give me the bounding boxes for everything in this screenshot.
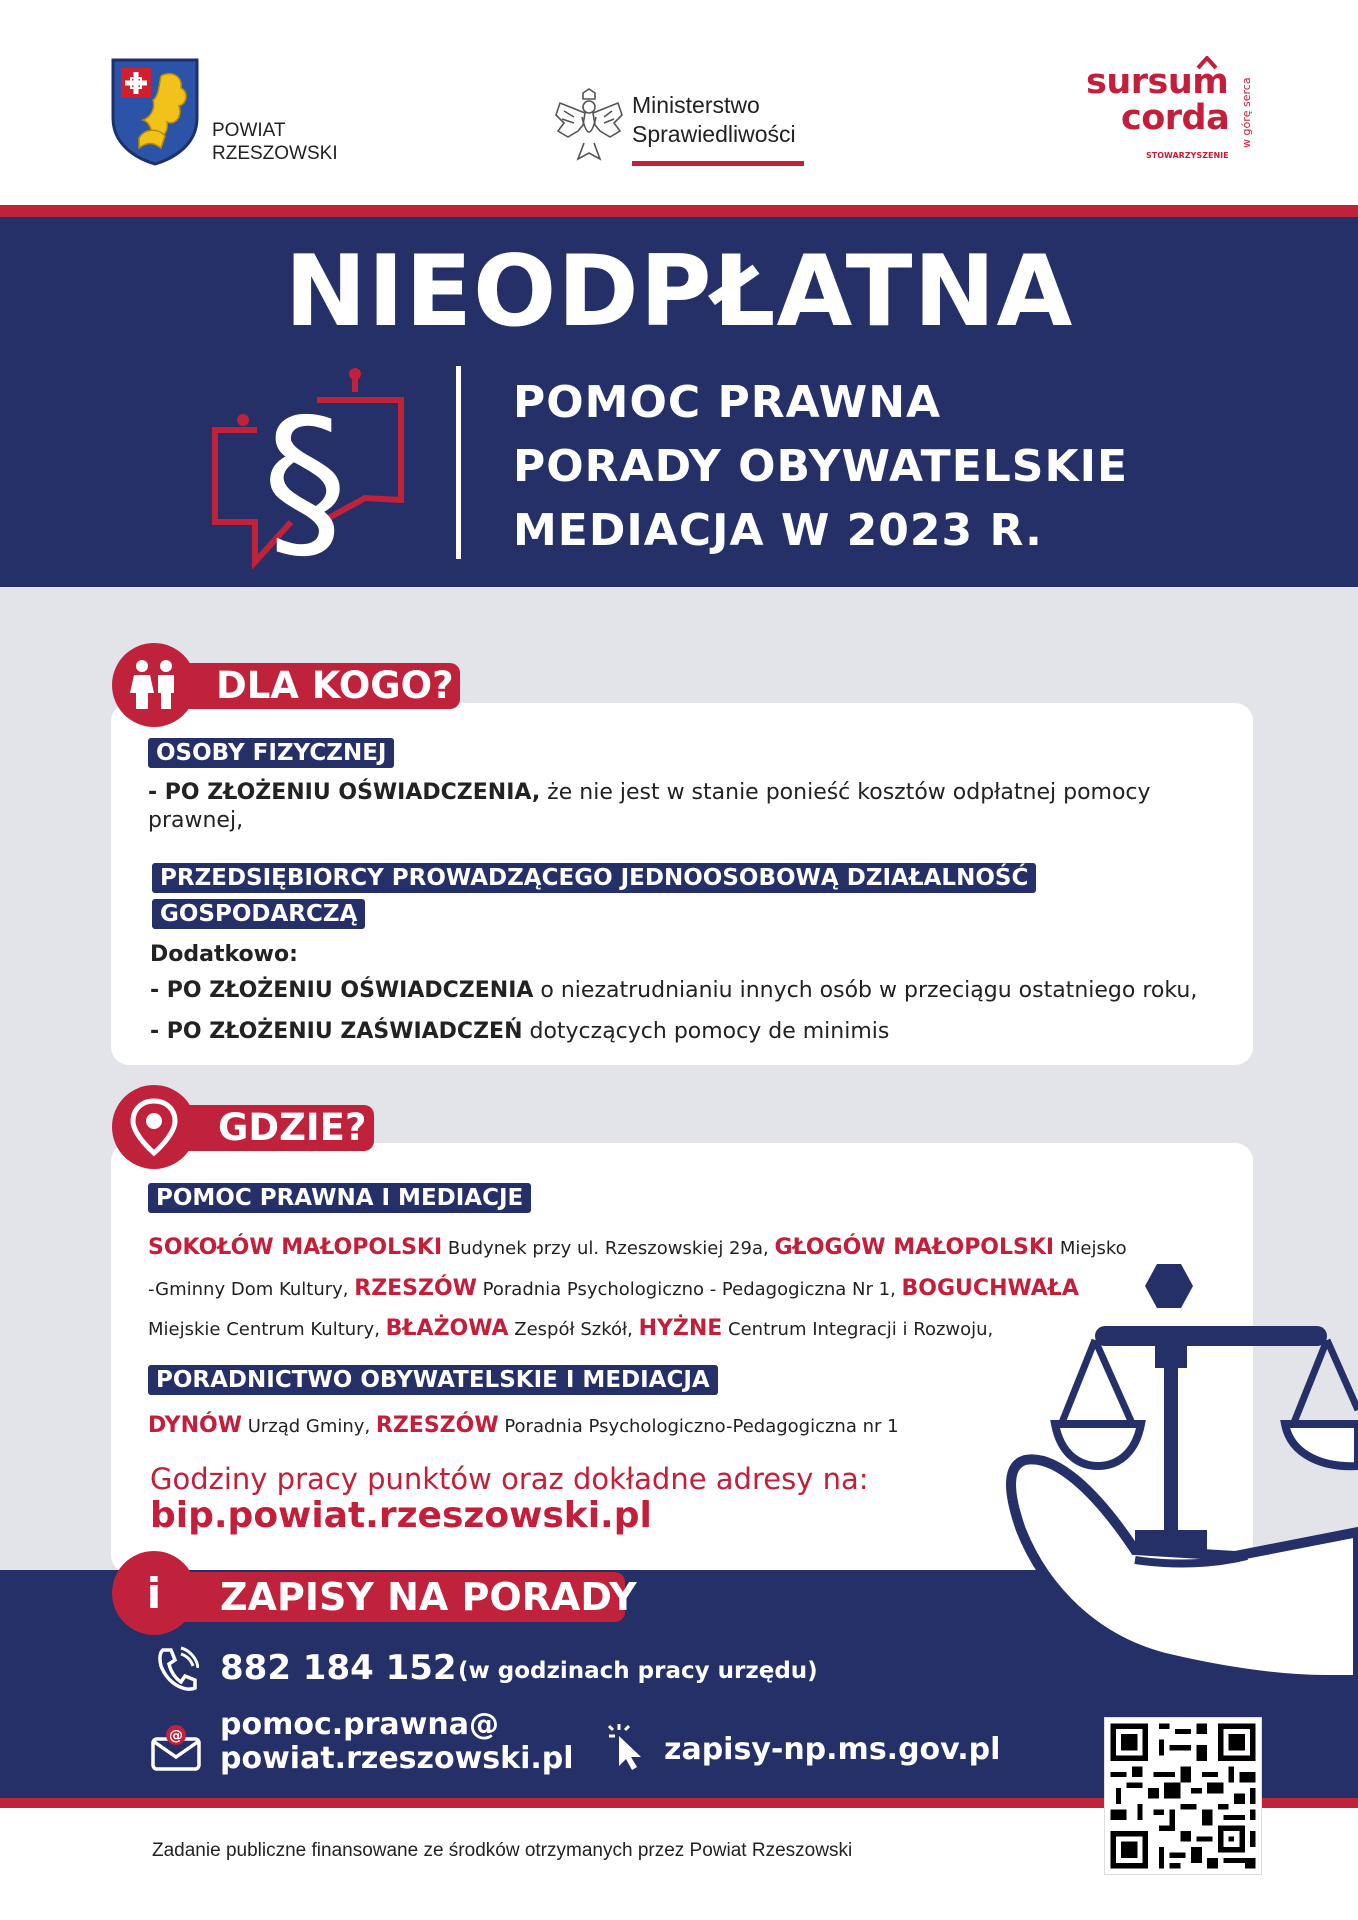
tag-pomoc-prawna-mediacje: POMOC PRAWNA I MEDIACJE — [148, 1183, 531, 1213]
w-gore-serca-label: w górę serca — [1240, 77, 1253, 148]
banner-line-pomoc: POMOC PRAWNA — [513, 377, 942, 428]
svg-text:§: § — [262, 383, 348, 572]
addr-boguchwala: Miejskie Centrum Kultury, — [148, 1319, 386, 1340]
justice-scale-hand-icon — [985, 1260, 1358, 1680]
tag-gospodarcza: GOSPODARCZĄ — [152, 899, 365, 929]
banner-subtitle — [513, 371, 1128, 563]
phone-note: (w godzinach pracy urzędu) — [458, 1658, 818, 1684]
city-glogow: GŁOGÓW MAŁOPOLSKI — [774, 1235, 1055, 1260]
addr-hyzne: Centrum Integracji i Rozwoju, — [722, 1319, 994, 1340]
qr-code[interactable] — [1104, 1717, 1262, 1875]
ministry-underline — [632, 161, 804, 166]
item1-rest: że nie jest w stanie ponieść kosztów odpłatnej pomocy prawnej, — [148, 780, 1151, 833]
qr-code-pattern — [1105, 1718, 1261, 1874]
dla-kogo-heading: DLA KOGO? — [180, 663, 460, 709]
location-pin-badge — [112, 1085, 196, 1169]
addr-rzeszow-2: Poradnia Psychologiczno-Pedagogiczna nr 1 — [498, 1416, 899, 1437]
sursum-word: sursum — [1086, 62, 1229, 102]
address-line-3 — [148, 1308, 993, 1351]
coat-of-arms-icon — [109, 56, 201, 166]
addr-blazowa: Zespół Szkół, — [508, 1319, 639, 1340]
powiat-line-2: RZESZOWSKI — [212, 143, 338, 164]
address-line-1 — [148, 1227, 1127, 1270]
banner-line-porady: PORADY OBYWATELSKIE — [513, 441, 1128, 492]
svg-text:@: @ — [169, 1728, 183, 1744]
phone-icon — [155, 1646, 199, 1694]
address-line-2 — [148, 1268, 1079, 1311]
address-line-4 — [148, 1405, 899, 1448]
city-rzeszow: RZESZÓW — [354, 1276, 477, 1301]
location-pin-icon — [127, 1097, 181, 1157]
hours-text: Godziny pracy punktów oraz dokładne adresy na: — [150, 1462, 869, 1496]
city-hyzne: HYŻNE — [638, 1316, 723, 1341]
ministry-line-1: Ministerstwo — [632, 92, 760, 118]
polish-eagle-icon — [552, 87, 626, 167]
item1-bold: - PO ZŁOŻENIU OŚWIADCZENIA, — [148, 780, 541, 805]
addr-dynow: Urząd Gminy, — [241, 1416, 376, 1437]
info-icon: i — [112, 1551, 196, 1635]
banner-red-stripe — [0, 205, 1358, 217]
text-zaswiadczen — [150, 1018, 889, 1046]
addr-sokolow: Budynek przy ul. Rzeszowskiej 29a, — [442, 1238, 775, 1259]
item2-rest: o niezatrudnianiu innych osób w przeciągu ostatniego roku, — [533, 978, 1198, 1003]
cursor-click-icon — [603, 1722, 649, 1772]
item3-bold: - PO ZŁOŻENIU ZAŚWIADCZEŃ — [150, 1019, 523, 1044]
bip-link[interactable]: bip.powiat.rzeszowski.pl — [150, 1495, 652, 1536]
zapisy-heading: ZAPISY NA PORADY — [180, 1572, 625, 1622]
powiat-name — [212, 119, 338, 165]
phone-number[interactable]: 882 184 152 — [220, 1648, 457, 1688]
banner-line-mediacja: MEDIACJA W 2023 R. — [513, 505, 1043, 556]
zapisy-website[interactable]: zapisy-np.ms.gov.pl — [664, 1732, 1001, 1767]
ministry-line-2: Sprawiedliwości — [632, 121, 796, 147]
tag-osoby-fizycznej: OSOBY FIZYCZNEJ — [148, 738, 394, 768]
email-line-2: powiat.rzeszowski.pl — [220, 1741, 574, 1776]
stowarzyszenie-label: STOWARZYSZENIE — [1146, 151, 1229, 160]
item2-bold: - PO ZŁOŻENIU OŚWIADCZENIA — [150, 978, 534, 1003]
powiat-line-1: POWIAT — [212, 120, 286, 141]
tag-przedsiebiorcy: PRZEDSIĘBIORCY PROWADZĄCEGO JEDNOOSOBOWĄ DZIAŁALNOŚĆ — [152, 863, 1036, 893]
city-rzeszow-2: RZESZÓW — [375, 1413, 499, 1438]
people-icon — [126, 657, 182, 713]
corda-word: corda — [1121, 98, 1230, 138]
footer-text: Zadanie publiczne finansowane ze środków otrzymanych przez Powiat Rzeszowski — [152, 1840, 853, 1861]
addr-glogow: Miejsko — [1054, 1238, 1127, 1259]
text-osoby-fizycznej — [148, 779, 1198, 835]
email-line-1: pomoc.prawna@ — [220, 1707, 499, 1742]
gdzie-heading: GDZIE? — [180, 1105, 374, 1151]
ministry-name — [632, 91, 796, 149]
addr-glogow-cont: -Gminny Dom Kultury, — [148, 1279, 355, 1300]
city-boguchwala: BOGUCHWAŁA — [901, 1276, 1079, 1301]
email-address[interactable] — [220, 1708, 574, 1776]
caret-up-icon — [1196, 56, 1218, 70]
paragraph-icon — [205, 362, 405, 572]
city-dynow: DYNÓW — [148, 1413, 242, 1438]
banner-title: NIEODPŁATNA — [284, 235, 1074, 349]
city-sokolow: SOKOŁÓW MAŁOPOLSKI — [148, 1235, 443, 1260]
addr-rzeszow: Poradnia Psychologiczno - Pedagogiczna Nr 1, — [476, 1279, 902, 1300]
dodatkowo-label: Dodatkowo: — [150, 942, 298, 967]
email-icon — [150, 1723, 202, 1771]
item3-rest: dotyczących pomocy de minimis — [522, 1019, 890, 1044]
text-oswiadczenia — [150, 977, 1197, 1005]
tag-poradnictwo: PORADNICTWO OBYWATELSKIE I MEDIACJA — [148, 1365, 718, 1395]
people-icon-badge — [112, 643, 196, 727]
banner-divider — [456, 366, 461, 559]
city-blazowa: BŁAŻOWA — [385, 1316, 509, 1341]
